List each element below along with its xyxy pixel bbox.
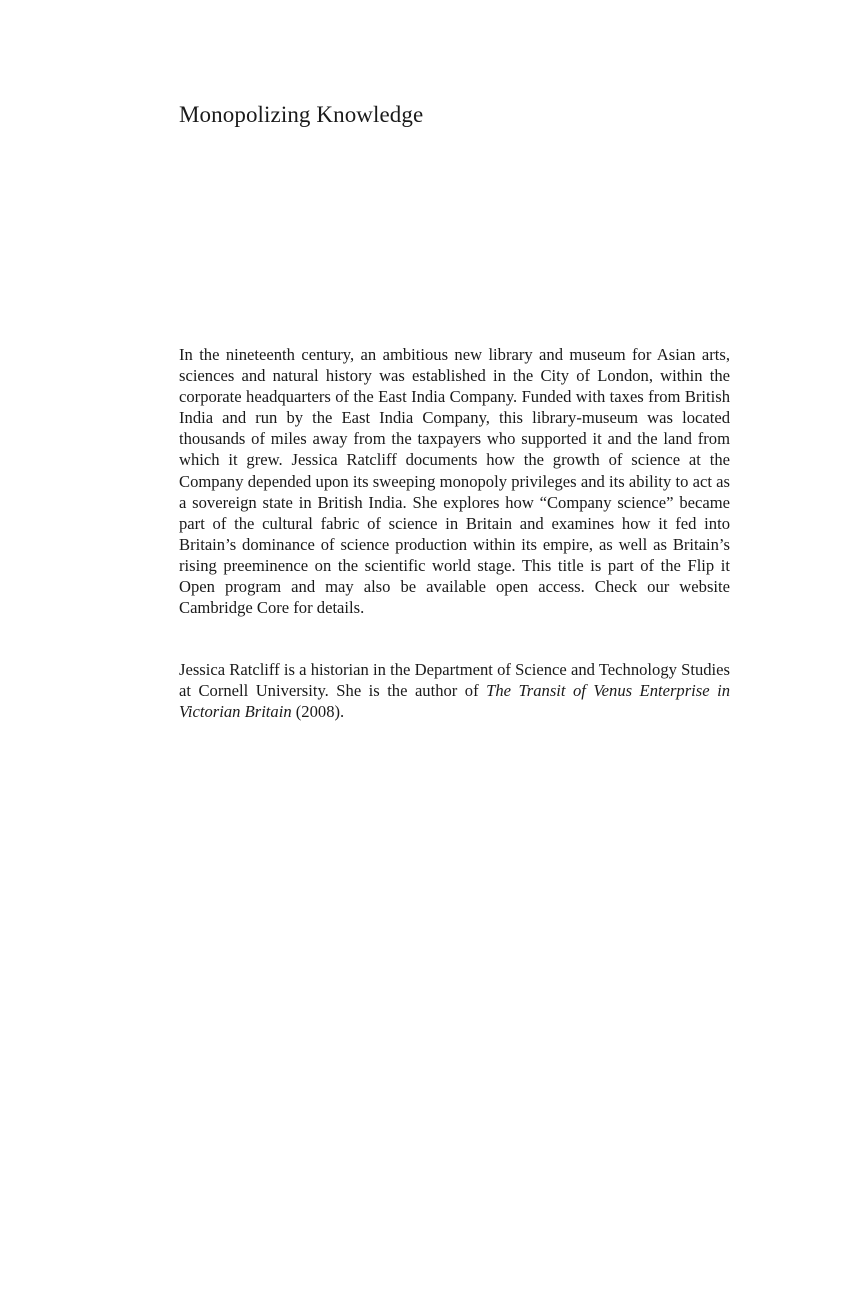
author-bio [179,659,730,722]
author-previous-book-title: The Transit of Venus Enterprise in Victorian Britain [179,681,730,722]
author-bio-text: Jessica Ratcliff is a historian in the Department of Science and Technology Studies at Cornell University. She is the author of [179,660,730,701]
author-bio-year: (2008). [291,702,345,722]
page-title: Monopolizing Knowledge [179,102,424,127]
book-description: In the nineteenth century, an ambitious new library and museum for Asian arts, sciences and natural history was established in the City of London, within the corporate headquarters of the East India Company. Funded with taxes from British India and run by the East India Company, this library-museum was located thousands of miles away from the taxpayers who supported it and the land from which it grew. Jessica Ratcliff documents how the growth of science at the Company depended upon its sweeping monopoly privileges and its ability to act as a sovereign state in British India. She explores how “Company science” became part of the cultural fabric of science in Britain and examines how it fed into Britain’s dominance of science production within its empire, as well as Britain’s rising preeminence on the scientific world stage. This title is part of the Flip it Open program and may also be available open access. Check our website Cambridge Core for details. [179,345,730,618]
